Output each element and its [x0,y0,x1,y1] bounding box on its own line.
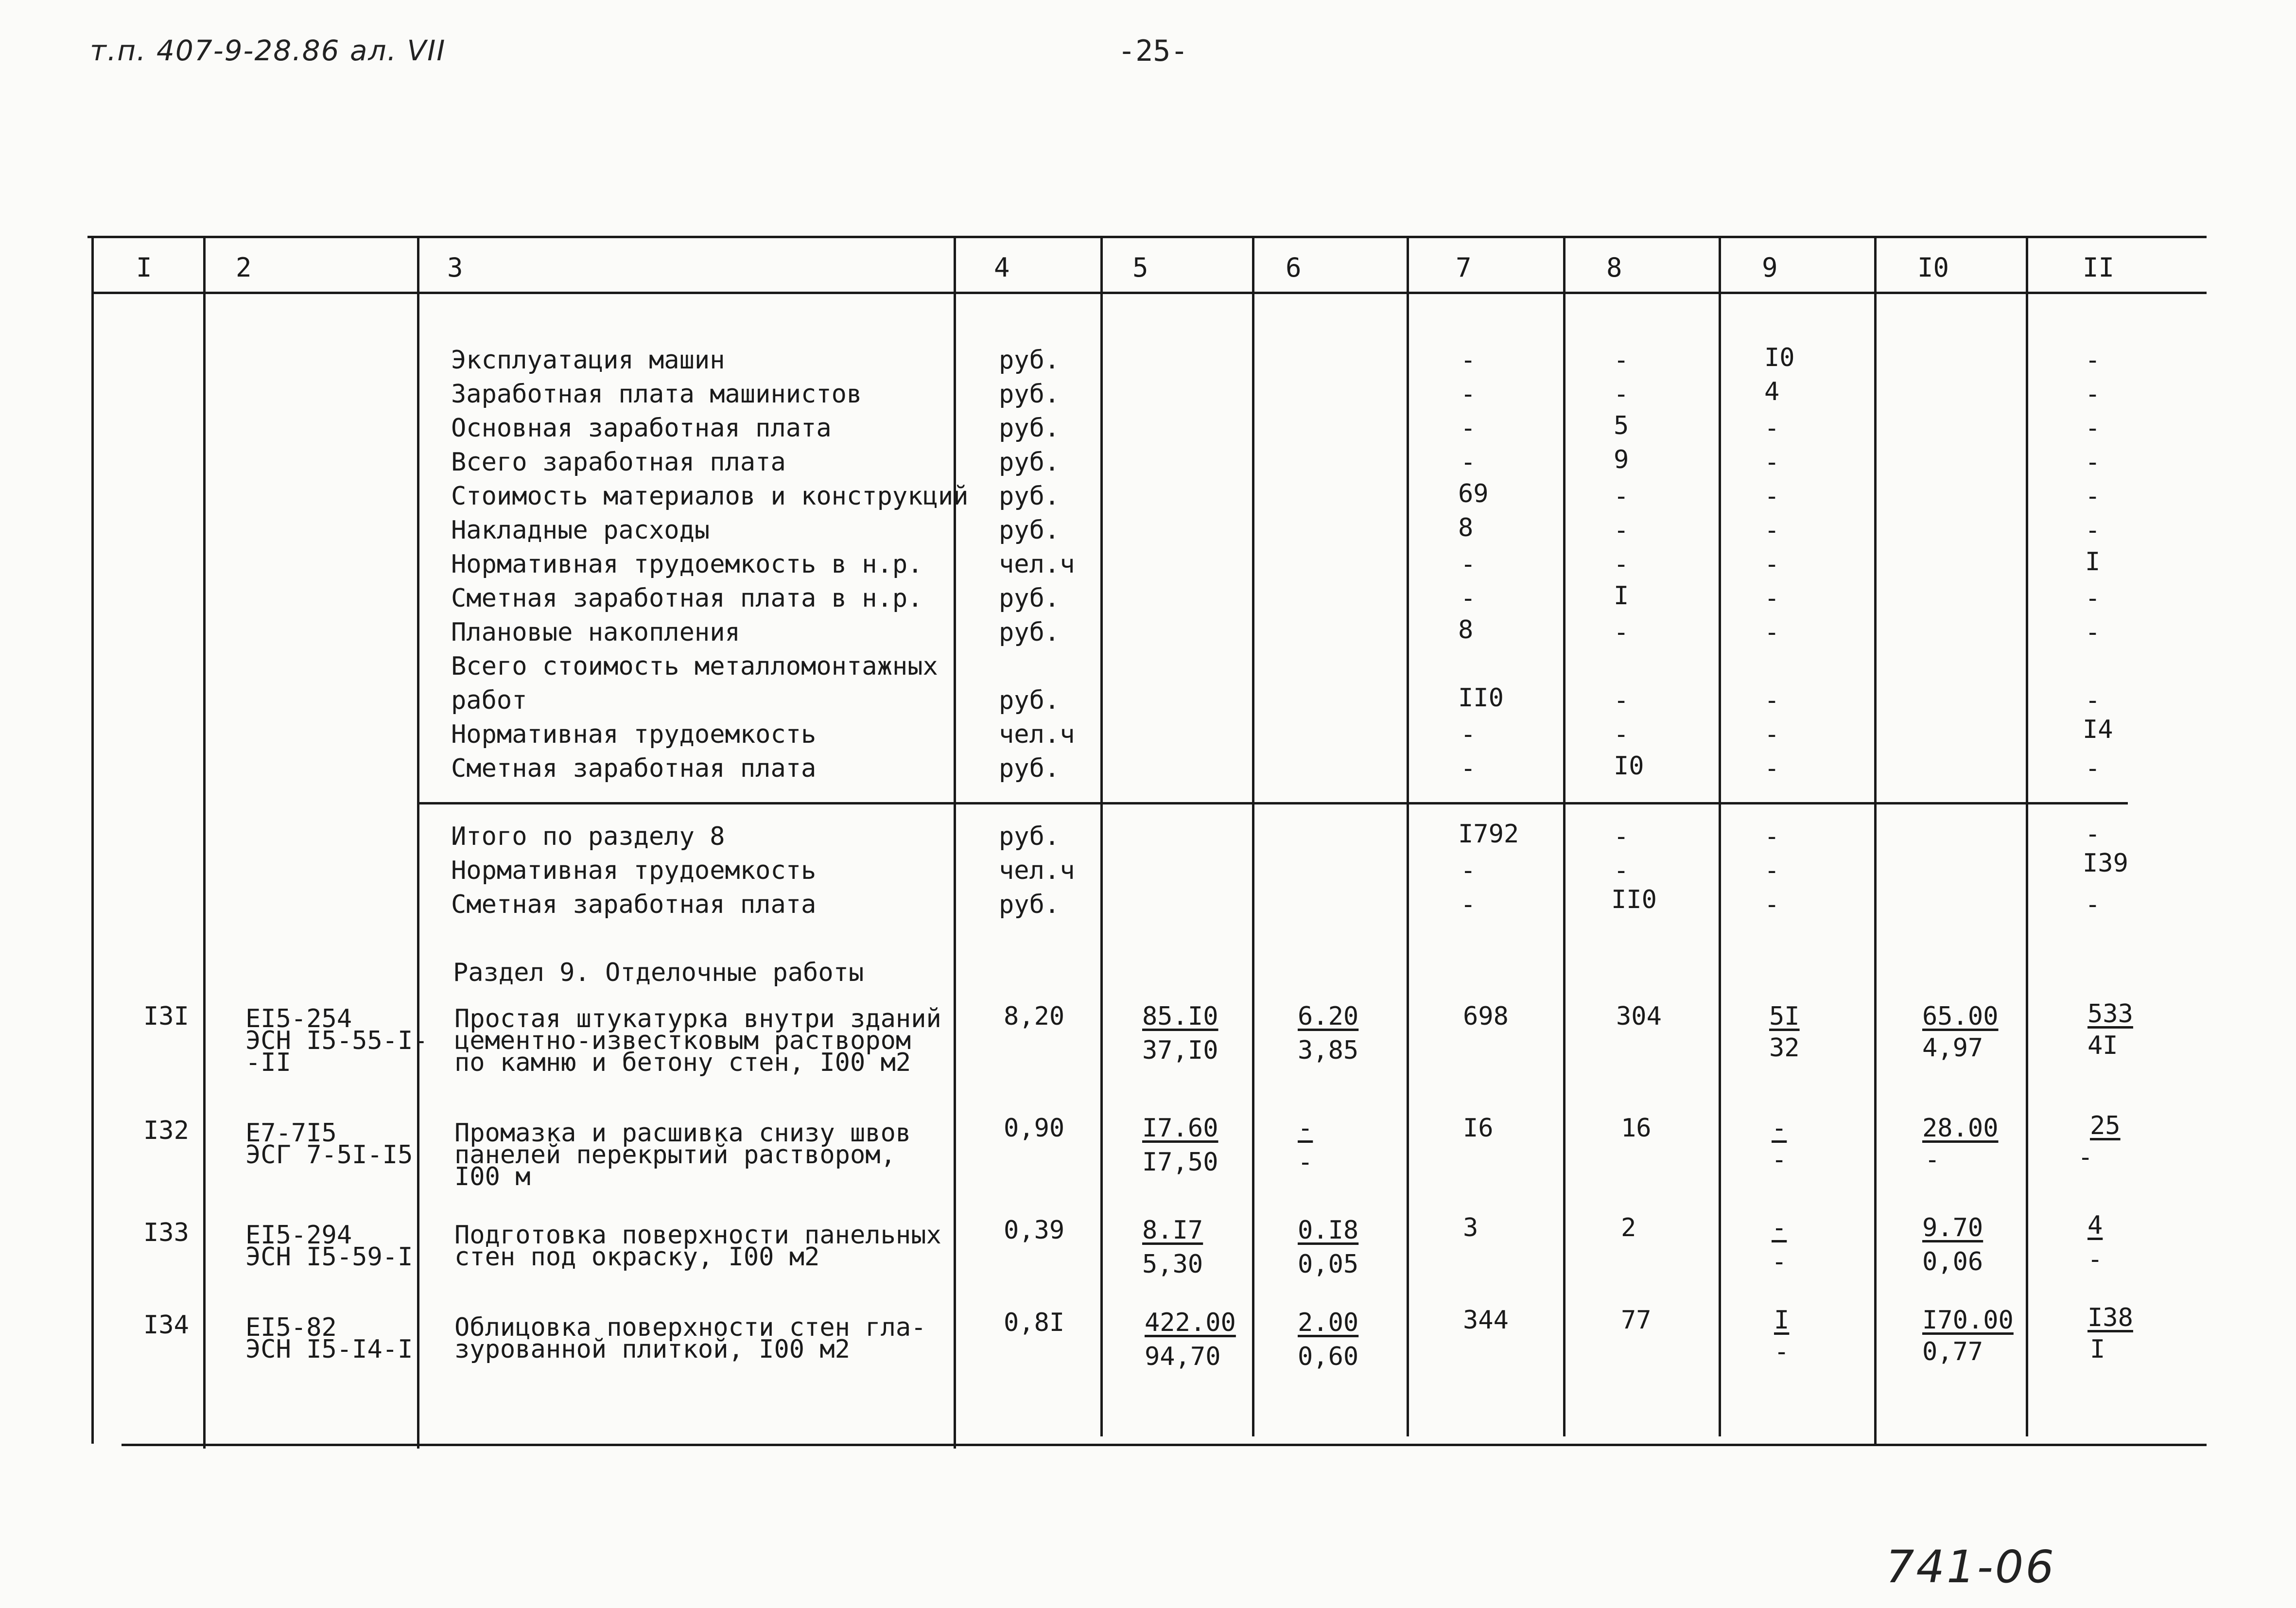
col6-top: 6.20 [1298,1002,1359,1031]
total-row-col8: II0 [1611,885,1657,914]
column-header: I [136,252,152,283]
col11-top: 533 [2087,999,2133,1029]
work-description: по камню и бетону стен, I00 м2 [454,1048,911,1077]
col8-value: 2 [1621,1213,1636,1242]
summary-row-col8: 9 [1614,445,1629,474]
column-divider-9-10 [1874,236,1877,1446]
summary-row-col7: - [1461,380,1476,409]
summary-row-col11: - [2085,686,2101,715]
column-divider-6-7 [1407,236,1409,1436]
column-divider-2-3 [417,236,419,1449]
summary-row-unit: руб. [999,346,1060,375]
col11-top: 25 [2090,1111,2121,1140]
col11-bottom: - [2087,1245,2103,1274]
total-row-unit: чел.ч [999,856,1075,885]
row-number: I34 [143,1311,189,1340]
col9-bottom: - [1772,1145,1787,1174]
col5-bottom: 94,70 [1145,1342,1221,1371]
total-row-col11: I39 [2083,849,2128,878]
col5-top: 8.I7 [1142,1216,1203,1245]
summary-row-col11: - [2085,516,2101,545]
total-row-name: Итого по разделу 8 [451,822,725,851]
summary-row-col11: - [2085,584,2101,613]
subtotal-divider-rule [417,802,2128,804]
summary-row-unit: руб. [999,380,1060,409]
column-header: I0 [1917,252,1949,283]
column-header: 4 [994,252,1010,283]
archive-stamp-number: 741-06 [1886,1541,2056,1593]
col7-value: 3 [1463,1213,1478,1242]
total-row-col11: - [2085,820,2101,849]
summary-row-col7: 8 [1458,513,1474,542]
summary-row-col11: I4 [2083,715,2113,744]
norm-code: ЭСН I5-I4-I [245,1335,413,1364]
col5-bottom: 37,I0 [1142,1036,1218,1065]
col9-bottom: - [1772,1247,1787,1276]
summary-row-name: Нормативная трудоемкость [451,720,817,749]
summary-row-unit: руб. [999,448,1060,477]
work-description: зурованной плиткой, I00 м2 [454,1335,850,1364]
summary-row-col8: I0 [1614,752,1644,781]
total-row-name: Нормативная трудоемкость [451,856,817,885]
summary-row-col8: - [1614,550,1629,579]
summary-row-col9: - [1764,584,1780,613]
summary-row-col11: - [2085,346,2101,375]
col11-top: I38 [2087,1303,2133,1332]
total-row-name: Сметная заработная плата [451,890,817,919]
summary-row-name: Основная заработная плата [451,414,832,443]
column-divider-10-11 [2026,236,2028,1436]
work-description: стен под окраску, I00 м2 [454,1242,820,1272]
summary-row-col7: II0 [1458,683,1504,713]
summary-row-col11: - [2085,414,2101,443]
total-row-unit: руб. [999,822,1060,851]
summary-row-unit: чел.ч [999,550,1075,579]
col5-top: I7.60 [1142,1114,1218,1143]
summary-row-unit: чел.ч [999,720,1075,749]
work-description: I00 м [454,1162,531,1191]
col9-bottom: 32 [1769,1033,1800,1063]
column-divider-4-5 [1100,236,1103,1436]
col10-bottom: - [1925,1145,1940,1174]
summary-row-col8: I [1614,581,1629,611]
row-number: I3I [143,1002,189,1031]
summary-row-col9: - [1764,754,1780,783]
quantity: 0,8I [1004,1308,1065,1337]
col7-value: 344 [1463,1306,1509,1335]
summary-row-col8: - [1614,516,1629,545]
summary-row-name: Эксплуатация машин [451,346,725,375]
col7-value: 698 [1463,1002,1509,1031]
norm-code: -II [245,1048,291,1077]
column-header: 9 [1762,252,1778,283]
summary-row-col7: 8 [1458,615,1474,645]
summary-row-name: Всего заработная плата [451,448,786,477]
col6-top: - [1298,1114,1313,1143]
work-description: Облицовка поверхности стен гла- [454,1313,926,1342]
total-row-col8: - [1614,856,1629,885]
total-row-col7: - [1461,856,1476,885]
summary-row-col9: - [1764,414,1780,443]
row-number: I32 [143,1116,189,1145]
summary-row-unit: руб. [999,414,1060,443]
col10-bottom: 0,77 [1922,1337,1983,1366]
summary-row-col8: - [1614,482,1629,511]
column-divider-3-4 [954,236,956,1449]
col11-bottom: I [2090,1335,2105,1364]
column-header: 8 [1606,252,1622,283]
col10-top: 28.00 [1922,1114,1999,1143]
summary-row-name: Стоимость материалов и конструкций [451,482,969,511]
norm-code: ЭСН I5-55-I- [245,1026,428,1055]
summary-row-col7: - [1461,754,1476,783]
norm-code: EI5-82 [245,1313,337,1342]
col8-value: 77 [1621,1306,1652,1335]
col8-value: 304 [1616,1002,1662,1031]
col6-bottom: 0,60 [1298,1342,1359,1371]
work-description: Простая штукатурка внутри зданий [454,1004,941,1033]
total-row-unit: руб. [999,890,1060,919]
row-number: I33 [143,1218,189,1247]
col9-top: - [1772,1114,1787,1143]
norm-code: E7-7I5 [245,1119,337,1148]
summary-row-name: Нормативная трудоемкость в н.р. [451,550,923,579]
col11-bottom: - [2078,1143,2093,1172]
col6-bottom: 0,05 [1298,1250,1359,1279]
column-header: II [2083,252,2115,283]
summary-row-col9: - [1764,482,1780,511]
summary-row-col7: - [1461,414,1476,443]
col5-bottom: I7,50 [1142,1148,1218,1177]
col6-top: 0.I8 [1298,1216,1359,1245]
total-row-col9: - [1764,822,1780,851]
summary-row-col7: - [1461,584,1476,613]
total-row-col7: I792 [1458,820,1519,849]
column-divider-1-2 [203,236,206,1449]
summary-row-unit: руб. [999,516,1060,545]
summary-row-name: Плановые накопления [451,618,740,647]
summary-row-col8: - [1614,720,1629,749]
col5-bottom: 5,30 [1142,1250,1203,1279]
total-row-col7: - [1461,890,1476,919]
summary-row-col9: - [1764,720,1780,749]
total-row-col9: - [1764,890,1780,919]
col10-bottom: 4,97 [1922,1033,1983,1063]
summary-row-name: Накладные расходы [451,516,710,545]
summary-row-col9: - [1764,686,1780,715]
summary-row-unit: руб. [999,584,1060,613]
col9-top: - [1772,1213,1787,1242]
col6-bottom: - [1298,1148,1313,1177]
work-description: цементно-известковым раствором [454,1026,911,1055]
summary-row-col7: - [1461,346,1476,375]
quantity: 0,39 [1004,1216,1065,1245]
col10-top: 65.00 [1922,1002,1999,1031]
column-divider-8-9 [1719,236,1721,1436]
total-row-col8: - [1614,822,1629,851]
summary-row-col11: - [2085,482,2101,511]
column-header: 6 [1286,252,1302,283]
summary-row-col8: - [1614,346,1629,375]
header-bottom-rule [92,292,2207,294]
page-number: -25- [1118,34,1188,68]
column-header: 3 [447,252,463,283]
total-row-col11: - [2085,890,2101,919]
col7-value: I6 [1463,1114,1494,1143]
summary-row-col9: - [1764,618,1780,647]
work-description: Промазка и расшивка снизу швов [454,1119,911,1148]
col10-bottom: 0,06 [1922,1247,1983,1276]
table-bottom-rule [122,1444,2207,1446]
col10-top: I70.00 [1922,1306,2014,1335]
summary-row-col7: 69 [1458,479,1489,508]
col5-top: 422.00 [1145,1308,1236,1337]
summary-row-name: Всего стоимость металломонтажных [451,652,938,681]
col8-value: 16 [1621,1114,1652,1143]
summary-row-col11: - [2085,448,2101,477]
summary-row-unit: руб. [999,618,1060,647]
norm-code: EI5-294 [245,1221,352,1250]
summary-row-col11: - [2085,754,2101,783]
summary-row-col11: - [2085,380,2101,409]
summary-row-name: Заработная плата машинистов [451,380,862,409]
summary-row-col7: - [1461,720,1476,749]
summary-row-col8: - [1614,686,1629,715]
col9-top: 5I [1769,1002,1800,1031]
summary-row-col11: - [2085,618,2101,647]
col9-top: I [1774,1306,1790,1335]
document-reference: т.п. 407-9-28.86 ал. VII [90,34,446,67]
quantity: 0,90 [1004,1114,1065,1143]
summary-row-col9: 4 [1764,377,1780,406]
quantity: 8,20 [1004,1002,1065,1031]
column-header: 7 [1456,252,1472,283]
norm-code: EI5-254 [245,1004,352,1033]
summary-row-unit: руб. [999,754,1060,783]
column-header: 2 [236,252,252,283]
work-description: панелей перекрытий раствором, [454,1140,896,1170]
col10-top: 9.70 [1922,1213,1983,1242]
col11-bottom: 4I [2087,1031,2118,1060]
summary-row-col7: - [1461,550,1476,579]
norm-code: ЭСГ 7-5I-I5 [245,1140,413,1170]
summary-row-col9: - [1764,550,1780,579]
summary-row-col9: - [1764,516,1780,545]
summary-row-name: Сметная заработная плата [451,754,817,783]
column-divider-7-8 [1563,236,1565,1436]
summary-row-col8: 5 [1614,411,1629,440]
summary-row-col11: I [2085,547,2101,577]
col9-bottom: - [1774,1337,1790,1366]
work-description: Подготовка поверхности панельных [454,1221,941,1250]
column-divider-5-6 [1252,236,1254,1436]
summary-row-name: работ [451,686,527,715]
summary-row-name: Сметная заработная плата в н.р. [451,584,923,613]
summary-row-col9: I0 [1764,343,1795,372]
summary-row-col8: - [1614,618,1629,647]
norm-code: ЭСН I5-59-I [245,1242,413,1272]
section-heading: Раздел 9. Отделочные работы [453,958,864,987]
column-header: 5 [1132,252,1148,283]
table-top-rule [87,236,2207,238]
col11-top: 4 [2087,1211,2103,1240]
table-left-border [91,236,94,1444]
summary-row-col8: - [1614,380,1629,409]
col6-top: 2.00 [1298,1308,1359,1337]
summary-row-unit: руб. [999,686,1060,715]
col6-bottom: 3,85 [1298,1036,1359,1065]
summary-row-col9: - [1764,448,1780,477]
summary-row-unit: руб. [999,482,1060,511]
total-row-col9: - [1764,856,1780,885]
col5-top: 85.I0 [1142,1002,1218,1031]
summary-row-col7: - [1461,448,1476,477]
